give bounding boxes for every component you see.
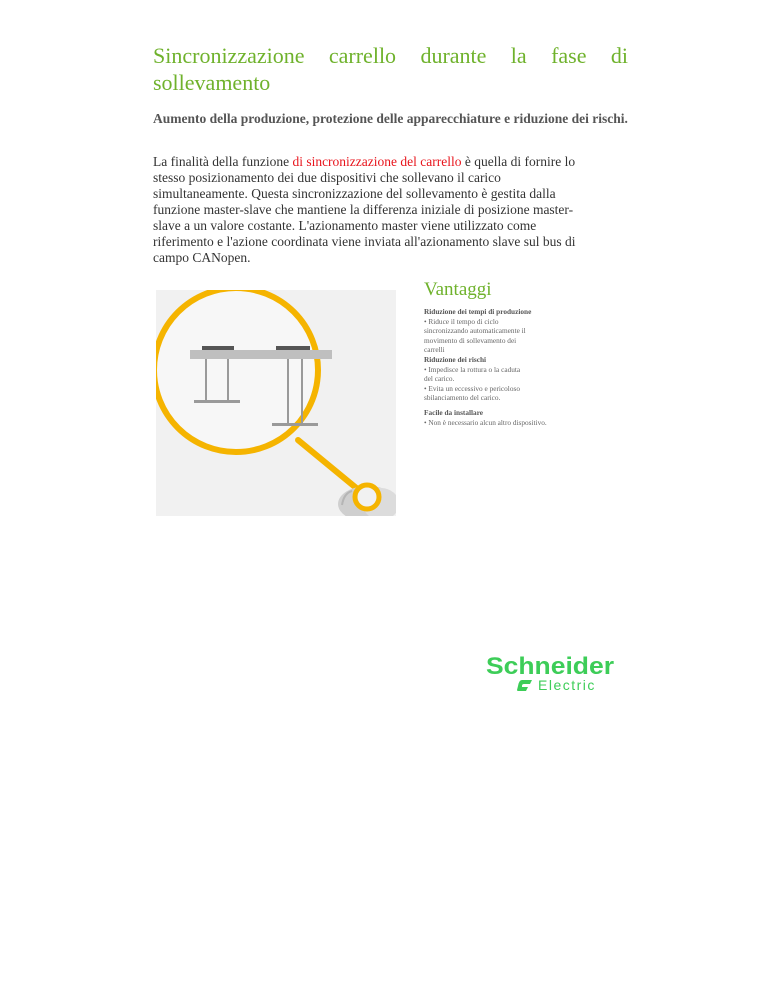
body-text-before: La finalità della funzione [153,154,293,169]
body-highlight-link[interactable]: di sincronizzazione del carrello [292,154,462,169]
advantage-line: • Riduce il tempo di ciclo [424,316,499,326]
advantage-heading: Facile da installare [424,407,484,417]
page-subtitle: Aumento della produzione, protezione delle apparecchiature e riduzione dei rischi. [153,111,628,126]
advantages-title: Vantaggi [424,279,492,300]
advantage-line: sbilanciamento del carico. [424,393,501,403]
page-title: Sincronizzazione carrello durante la fase di sollevamento [153,43,628,95]
advantage-line: movimento di sollevamento dei [424,335,517,345]
logo-text-schneider: Schneider [486,653,614,680]
logo-mark-icon [517,680,532,691]
advantages-list [424,307,594,427]
trolley-sync-illustration [156,290,396,516]
advantage-heading: Riduzione dei rischi [424,354,487,364]
advantage-line: • Non è necessario alcun altro dispositivo. [424,417,547,427]
advantage-line: del carico. [424,374,455,384]
advantage-line: sincronizzando automaticamente il [424,326,526,336]
advantage-heading: Riduzione dei tempi di produzione [424,307,532,316]
advantage-line: • Impedisce la rottura o la caduta [424,364,521,374]
logo-text-electric: Electric [538,677,596,693]
advantage-line: • Evita un eccessivo e pericoloso [424,383,520,393]
body-paragraph [153,154,593,266]
schneider-electric-logo [486,652,616,694]
body-text-after: è quella di fornire lo stesso posizionamento dei due dispositivi che sollevano il carico simultaneamente. Questa sincronizzazione del sollevamento è gestita dalla funzione master-slave che mantiene la differenza iniziale di posizione master-slave a un valore costante. L'azionamento master viene utilizzato come riferimento e l'azione coordinata viene inviata all'azionamento slave sul bus di campo CANopen. [153,154,576,265]
advantage-line: carrelli [424,345,445,355]
